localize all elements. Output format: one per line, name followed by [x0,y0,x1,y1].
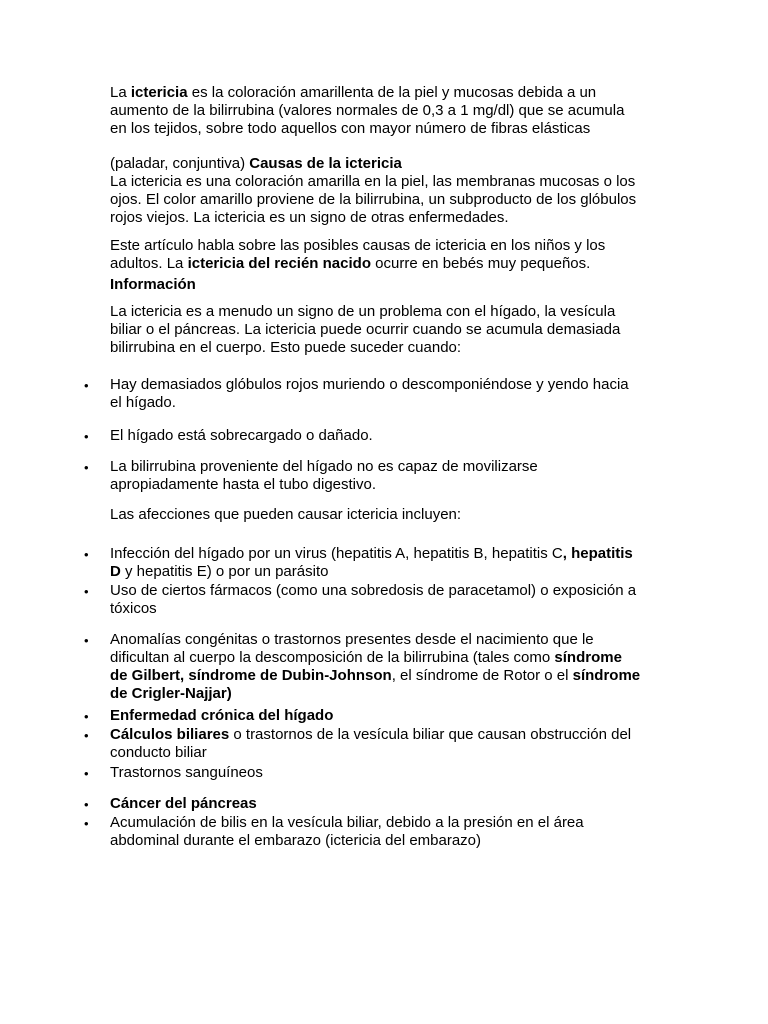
bullet-icon: • [84,766,89,781]
info-line-2: biliar o el páncreas. La ictericia puede ocurrir cuando se acumula demasiada [110,321,621,338]
causes-paragraph [110,155,670,227]
list-item-line [110,795,670,813]
list-item-line [110,563,670,581]
bullet-icon: • [84,429,89,444]
text: ocurre en bebés muy pequeños. [370,255,591,272]
bold-term: Cálculos biliares [110,726,230,743]
info-line-3: bilirrubina en el cuerpo. Esto puede suceder cuando: [110,339,462,356]
text: dificultan al cuerpo la descomposición de la bilirrubina (tales como [110,649,555,666]
list-item [110,582,670,618]
causes-line-4: rojos viejos. La ictericia es un signo de otras enfermedades. [110,209,509,226]
intro-line-1 [110,84,670,102]
bullet-icon: • [84,378,89,393]
list-item-line: Anomalías congénitas o trastornos presentes desde el nacimiento que le [110,631,594,648]
bullet-icon: • [84,797,89,812]
list-item-line [110,726,670,744]
info-paragraph [110,303,670,357]
list-item [110,814,670,850]
list-item-line [110,685,670,703]
list-item-line: El hígado está sobrecargado o dañado. [110,427,373,444]
bold-term: D [110,563,121,580]
list-item-line: Acumulación de bilis en la vesícula biliar, debido a la presión en el área [110,814,584,831]
intro-paragraph [110,84,670,138]
list-item-line [110,667,670,685]
text: Infección del hígado por un virus (hepatitis A, hepatitis B, hepatitis C [110,545,563,562]
list-item [110,427,670,445]
bullet-icon: • [84,460,89,475]
list-item-line: La bilirrubina proveniente del hígado no es capaz de movilizarse [110,458,538,475]
list-item-line: Hay demasiados glóbulos rojos muriendo o descomponiéndose y yendo hacia [110,376,629,393]
bold-term: , hepatitis [562,545,633,562]
list-item-line [110,707,670,725]
bold-term: síndrome [554,649,622,666]
list-item [110,458,670,494]
text: adultos. La [110,255,188,272]
list-item-line: Trastornos sanguíneos [110,764,263,781]
causes-line-1 [110,155,670,173]
conditions-intro: Las afecciones que pueden causar ictericia incluyen: [110,506,462,523]
intro-line-3: en los tejidos, sobre todo aquellos con mayor número de fibras elásticas [110,120,591,137]
info-line-1: La ictericia es a menudo un signo de un problema con el hígado, la vesícula [110,303,616,320]
bullet-icon: • [84,547,89,562]
text: La [110,84,131,101]
bold-term: ictericia [130,84,188,101]
list-item-line: apropiadamente hasta el tubo digestivo. [110,476,377,493]
list-item [110,631,670,703]
bold-term: Enfermedad crónica del hígado [110,707,334,724]
text: (paladar, conjuntiva) [110,155,250,172]
bullet-icon: • [84,584,89,599]
list-item [110,795,670,813]
bullet-icon: • [84,728,89,743]
list-item-line: conducto biliar [110,744,207,761]
bold-term: síndrome [572,667,641,684]
bold-term: de Gilbert, síndrome de Dubin-Johnson [110,667,392,684]
bullet-icon: • [84,816,89,831]
text: o trastornos de la vesícula biliar que causan obstrucción del [229,726,632,743]
bullet-icon: • [84,633,89,648]
list-item-line [110,545,670,563]
bold-term: ictericia del recién nacido [187,255,371,272]
list-item [110,707,670,725]
text: , el síndrome de Rotor o el [391,667,573,684]
text: y hepatitis E) o por un parásito [120,563,329,580]
article-line-1: Este artículo habla sobre las posibles causas de ictericia en los niños y los [110,237,606,254]
causes-line-3: ojos. El color amarillo proviene de la bilirrubina, un subproducto de los glóbulos [110,191,637,208]
bold-term: de Crigler-Najjar) [110,685,232,702]
list-item [110,764,670,782]
list-item [110,726,670,762]
intro-line-2: aumento de la bilirrubina (valores normales de 0,3 a 1 mg/dl) que se acumula [110,102,625,119]
info-heading: Información [110,276,196,293]
article-line-2 [110,255,670,273]
text: es la coloración amarillenta de la piel y mucosas debida a un [187,84,597,101]
section-heading: Causas de la ictericia [249,155,402,172]
list-item-line: Uso de ciertos fármacos (como una sobredosis de paracetamol) o exposición a [110,582,637,599]
list-item [110,545,670,581]
bullet-icon: • [84,709,89,724]
causes-line-2: La ictericia es una coloración amarilla en la piel, las membranas mucosas o los [110,173,636,190]
list-item-line: el hígado. [110,394,176,411]
bold-term: Cáncer del páncreas [110,795,257,812]
list-item-line [110,649,670,667]
list-item-line: tóxicos [110,600,157,617]
list-item-line: abdominal durante el embarazo (ictericia del embarazo) [110,832,482,849]
list-item [110,376,670,412]
article-paragraph [110,237,670,273]
